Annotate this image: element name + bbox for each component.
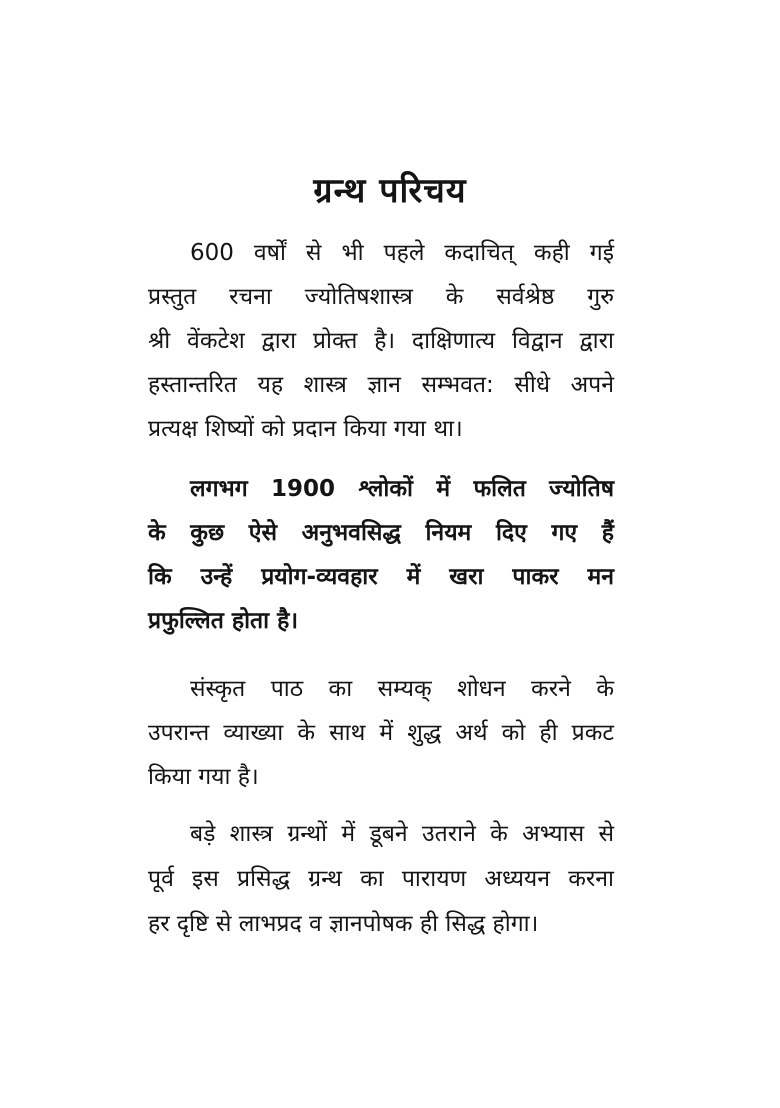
text-line: हस्तान्तरित यह शास्त्र ज्ञान सम्भवत: सीधे अपने [148, 372, 614, 398]
text-line: लगभग 1900 श्लोकों में फलित ज्योतिष [190, 476, 614, 502]
text-line: प्रफुल्लित होता है। [148, 608, 299, 634]
text-line: संस्कृत पाठ का सम्यक् शोधन करने के [190, 676, 614, 702]
text-line: पूर्व इस प्रसिद्ध ग्रन्थ का पारायण अध्ययन करना [148, 866, 614, 892]
page-title: ग्रन्थ परिचय [313, 171, 467, 211]
text-line: किया गया है। [148, 764, 259, 790]
text-line: श्री वेंकटेश द्वारा प्रोक्त है। दाक्षिणात्य विद्वान द्वारा [148, 328, 614, 354]
text-line: प्रस्तुत रचना ज्योतिषशास्त्र के सर्वश्रेष्ठ गुरु [148, 284, 614, 310]
text-line: बड़े शास्त्र ग्रन्थों में डूबने उतराने के अभ्यास से [190, 821, 614, 847]
text-line: के कुछ ऐसे अनुभवसिद्ध नियम दिए गए हैं [148, 520, 614, 546]
text-line: 600 वर्षों से भी पहले कदाचित् कही गई [190, 240, 614, 266]
text-line: हर दृष्टि से लाभप्रद व ज्ञानपोषक ही सिद्ध होगा। [148, 911, 539, 937]
text-line: प्रत्यक्ष शिष्यों को प्रदान किया गया था। [148, 416, 463, 442]
text-line: कि उन्हें प्रयोग-व्यवहार में खरा पाकर मन [148, 564, 614, 590]
text-line: उपरान्त व्याख्या के साथ में शुद्ध अर्थ को ही प्रकट [148, 720, 614, 746]
